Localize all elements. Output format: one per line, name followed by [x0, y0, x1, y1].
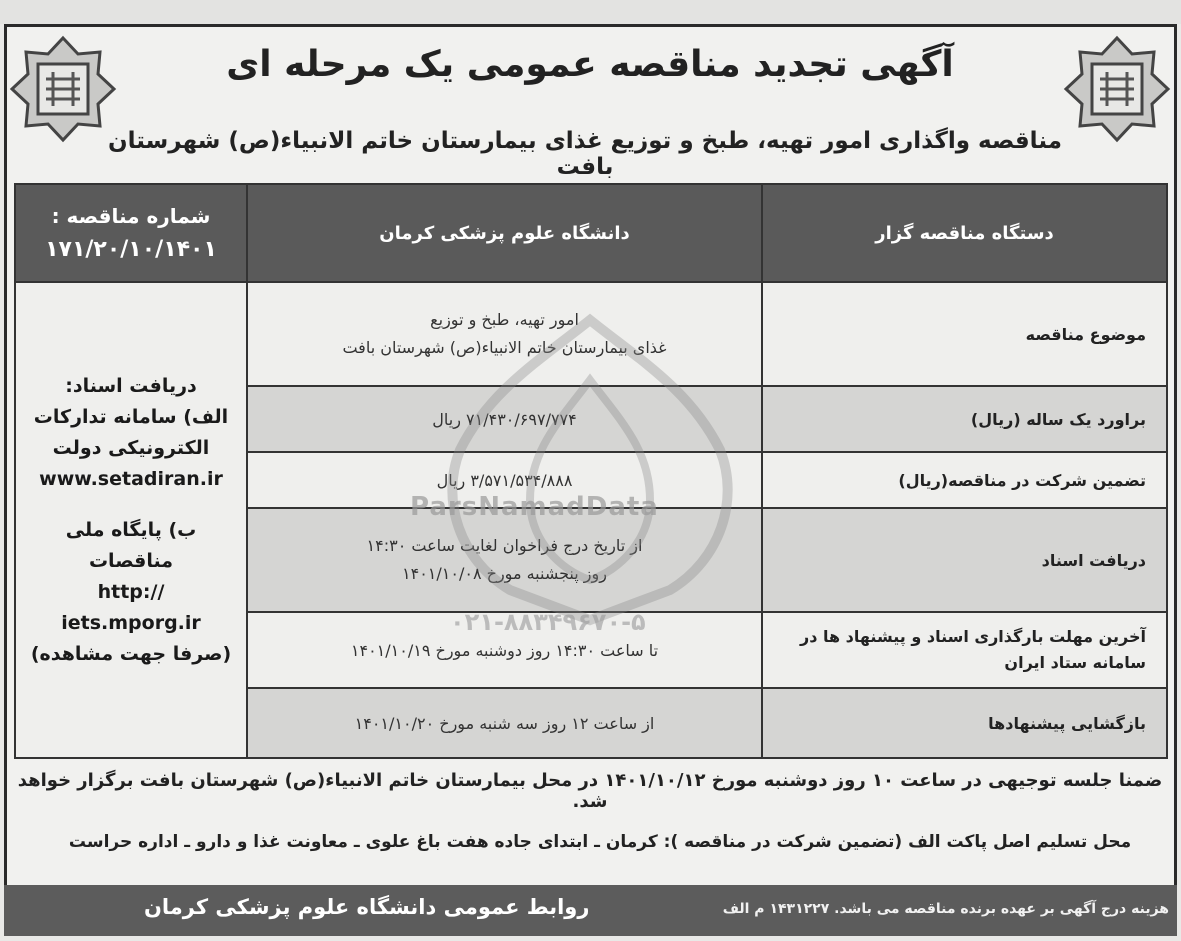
row-value-line: روز پنجشنبه مورخ ۱۴۰۱/۱۰/۰۸	[402, 564, 607, 583]
notice-subtitle: مناقصه واگذاری امور تهیه، طبخ و توزیع غذای بیمارستان خاتم الانبیاء(ص) شهرستان بافت	[108, 128, 1062, 180]
organizer-label: دستگاه مناقصه گزار	[762, 184, 1167, 282]
notice-title: آگهی تجدید مناقصه عمومی یک مرحله ای	[226, 44, 954, 85]
footer-bar	[4, 885, 1177, 936]
row-value: تا ساعت ۱۴:۳۰ روز دوشنبه مورخ ۱۴۰۱/۱۰/۱۹	[247, 612, 762, 688]
iets-url: iets.mporg.ir	[61, 611, 201, 634]
iets-url-prefix: http://	[97, 580, 165, 603]
row-value: از ساعت ۱۲ روز سه شنبه مورخ ۱۴۰۱/۱۰/۲۰	[247, 688, 762, 758]
ad-cost-note: هزینه درج آگهی بر عهده برنده مناقصه می باشد. ۱۴۳۱۲۲۷ م الف	[722, 901, 1169, 917]
row-value: ۳/۵۷۱/۵۳۴/۸۸۸ ریال	[247, 452, 762, 508]
row-value-line: غذای بیمارستان خاتم الانبیاء(ص) شهرستان بافت	[342, 338, 667, 357]
row-value-line: از تاریخ درج فراخوان لغایت ساعت ۱۴:۳۰	[366, 536, 643, 555]
tender-table	[14, 183, 1168, 759]
table-row	[15, 282, 1167, 386]
row-value	[247, 508, 762, 612]
tender-number-cell	[15, 184, 247, 282]
organizer-value: دانشگاه علوم پزشکی کرمان	[247, 184, 762, 282]
document-sources-cell	[15, 282, 247, 758]
side-line: ب) پایگاه ملی مناقصات	[65, 518, 197, 572]
row-value-line: امور تهیه، طبخ و توزیع	[430, 310, 579, 329]
watermark-brand: ParsNamadData	[410, 492, 659, 522]
watermark-phone: ۰۲۱-۸۸۳۴۹۶۷۰-۵	[450, 608, 646, 636]
public-relations: روابط عمومی دانشگاه علوم پزشکی کرمان	[144, 895, 590, 919]
row-value: ۷۱/۴۳۰/۶۹۷/۷۷۴ ریال	[247, 386, 762, 452]
top-margin	[0, 0, 1181, 24]
side-line: (صرفا جهت مشاهده)	[30, 642, 232, 665]
setadiran-url: www.setadiran.ir	[39, 467, 223, 490]
table-header-row	[15, 184, 1167, 282]
row-label: دریافت اسناد	[762, 508, 1167, 612]
tender-number: ۱۷۱/۲۰/۱۰/۱۴۰۱	[45, 237, 217, 262]
side-line: الکترونیکی دولت	[52, 436, 210, 459]
side-line: دریافت اسناد:	[65, 374, 197, 397]
row-label: موضوع مناقصه	[762, 282, 1167, 386]
row-label: آخرین مهلت بارگذاری اسناد و پیشنهاد ها در سامانه ستاد ایران	[762, 612, 1167, 688]
side-line: الف) سامانه تدارکات	[33, 405, 229, 428]
briefing-note: ضمنا جلسه توجیهی در ساعت ۱۰ روز دوشنبه مورخ ۱۴۰۱/۱۰/۱۲ در محل بیمارستان خاتم الانبیاء(ص) شهرستان بافت برگزار خواهد شد.	[17, 770, 1163, 812]
row-label: براورد یک ساله (ریال)	[762, 386, 1167, 452]
tender-number-label: شماره مناقصه :	[51, 204, 211, 228]
row-value	[247, 282, 762, 386]
row-label: تضمین شرکت در مناقصه(ریال)	[762, 452, 1167, 508]
row-label: بازگشایی پیشنهادها	[762, 688, 1167, 758]
delivery-note: محل تسلیم اصل پاکت الف (تضمین شرکت در مناقصه ): کرمان ـ ابتدای جاده هفت باغ علوی ـ معاونت غذا و دارو ـ اداره حراست	[68, 832, 1132, 852]
